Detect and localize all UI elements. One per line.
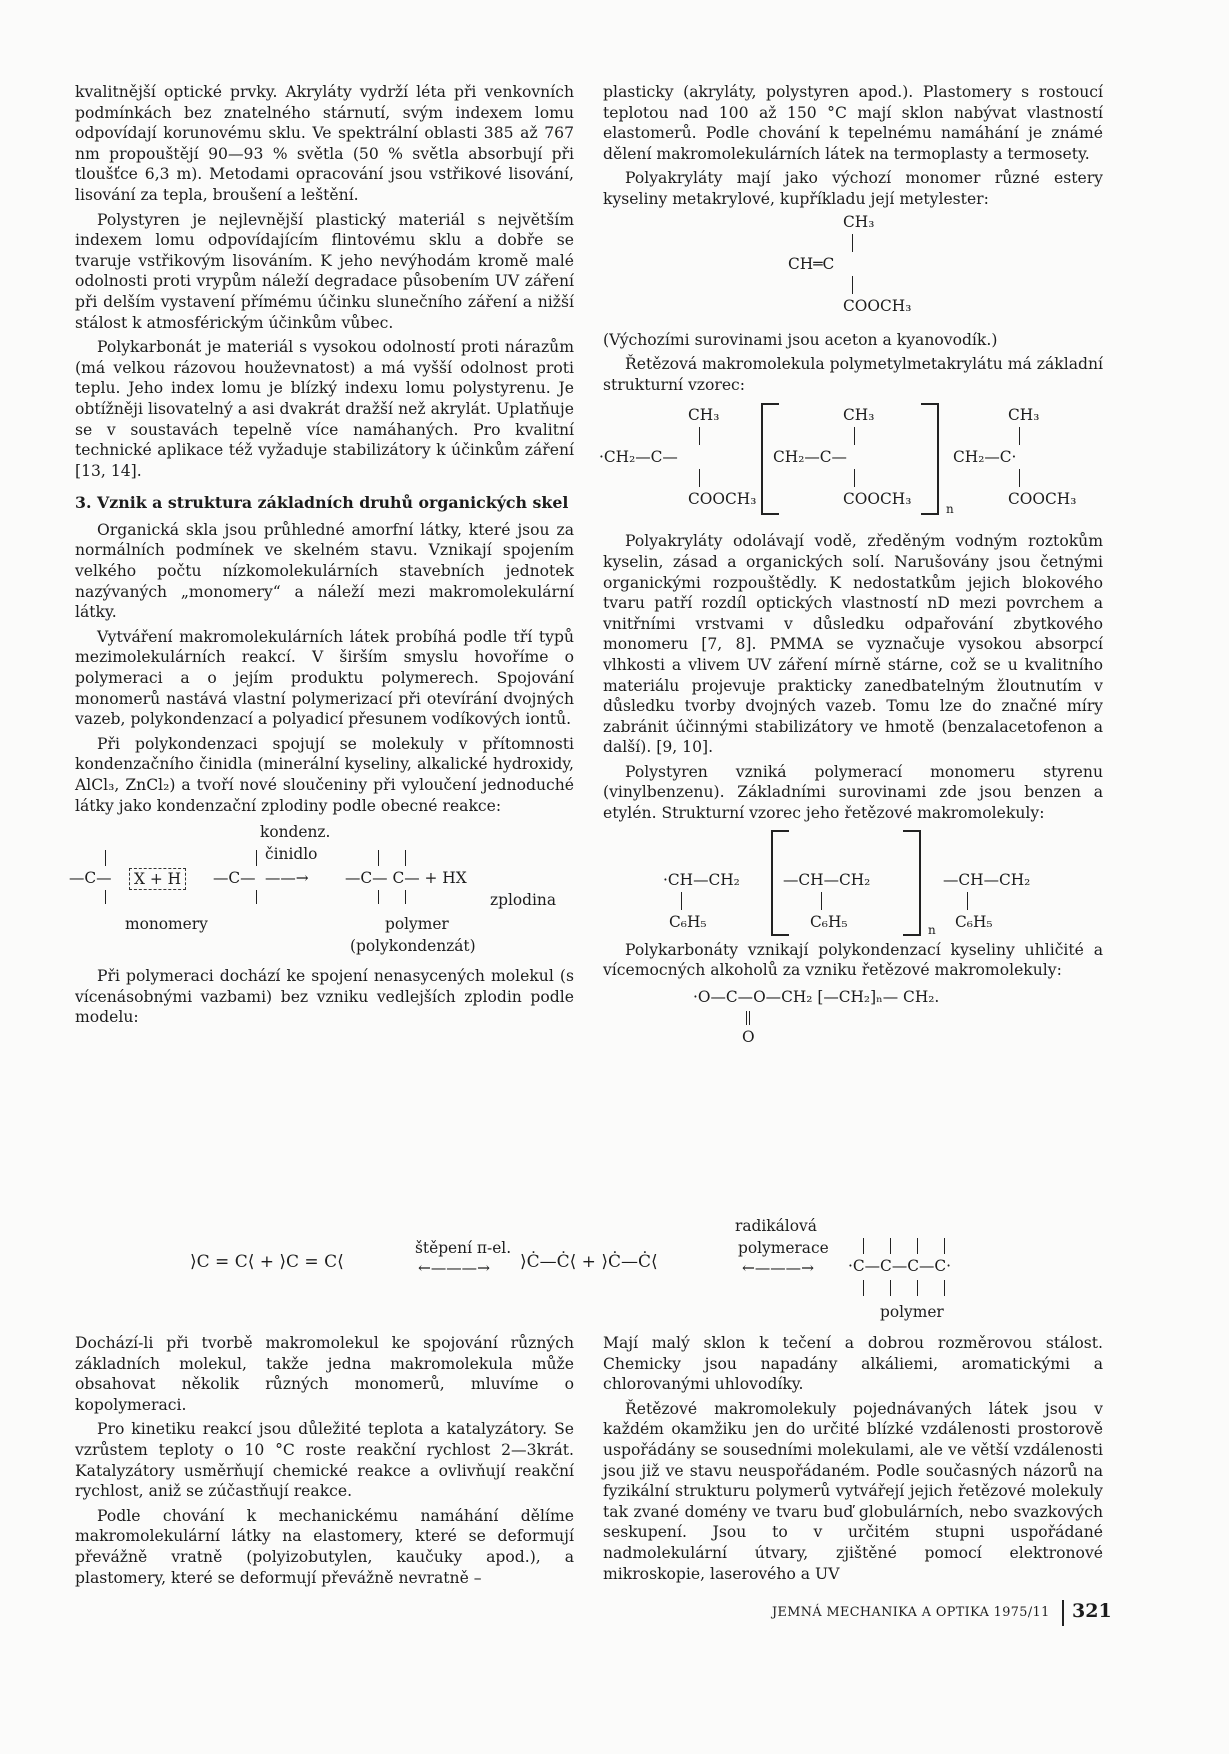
eq-box-xh: X + H bbox=[129, 868, 186, 890]
paragraph: Polystyren je nejlevnější plastický materiál s největším indexem lomu odpovídajícím flintovému sklu a dobře se tvaruje vstřikovým lisováním. K jeho nevýhodám kromě malé odolnosti proti vrypům náleží degradace působením UV záření při delším vystavení přímému účinku slunečního záření a nižší stálost k atmosférickým účinkům vůbec. bbox=[75, 210, 574, 332]
paragraph: Mají malý sklon k tečení a dobrou rozměrovou stálost. Chemicky jsou napadány alkáliemi, aromatickými a chlorovanými uhlovodíky. bbox=[603, 1334, 1103, 1394]
paragraph: Polykarbonáty vznikají polykondenzací kyseliny uhličité a vícemocných alkoholů za vzniku řetězové makromolekuly: bbox=[603, 940, 1103, 980]
paragraph: Pro kinetiku reakcí jsou důležité teplota a katalyzátory. Se vzrůstem teploty o 10 °C roste reakční rychlost 2—3krát. Katalyzátory usměrňují chemické reakce a ovlivňují reakční rychlost, aniž se zúčastňují reakce. bbox=[75, 1420, 574, 1501]
pmma-n: n bbox=[946, 502, 954, 517]
pmma-cooch3-3: COOCH₃ bbox=[1008, 490, 1077, 509]
paragraph: Řetězové makromolekuly pojednávaných látek jsou v každém okamžiku jen do určité blízké vzdálenosti prostorově uspořádány se sousedními molekulami, ale ve větší vzdálenosti jsou již ve stavu neuspořádaném. Podle současných názorů na fyzikální strukturu polymerů vytvářejí jejich řetězové molekuly tak zvané domény ve tvaru buď globulárních, nebo svazkových seskupení. Jsou to v určitém stupni uspořádané nadmolekulární útvary, zjištěné pomocí elektronové mikroskopie, laserového a UV bbox=[603, 1399, 1103, 1583]
right-column bbox=[599, 82, 1104, 1051]
paragraph: Polystyren vzniká polymerací monomeru styrenu (vinylbenzenu). Základními surovinami zde jsou benzen a etylén. Strukturní vzorec jeho řetězové makromolekuly: bbox=[603, 762, 1103, 823]
eq-product: —C— C— + HX bbox=[345, 869, 467, 888]
pc-o: O bbox=[742, 1027, 755, 1046]
pmma-formula bbox=[599, 403, 1103, 523]
page-number: 321 bbox=[1072, 1600, 1112, 1622]
polystyrene-formula bbox=[603, 830, 1103, 940]
footer-divider bbox=[1062, 1600, 1064, 1626]
pmma-cooch3-2: COOCH₃ bbox=[843, 490, 912, 509]
paragraph: Polykarbonát je materiál s vysokou odolností proti nárazům (má velkou rázovou houževnatost) a má vyšší odolnost proti teplu. Jeho index lomu je blízký indexu lomu polystyrenu. Je obtížněji lisovatelný a asi dvakrát dražší než akrylát. Uplatňuje se v soustavách tepelně více namáhaných. Pro kvalitní technické aplikace též vyžaduje stabilizátory k účinkům záření [13, 14]. bbox=[75, 338, 574, 480]
eq-monomer-right: —C— bbox=[213, 869, 256, 888]
pmma-ch3-3: CH₃ bbox=[1008, 406, 1040, 425]
paragraph: Vytváření makromolekulárních látek probíhá podle tří typů mezimolekulárních reakcí. V širším smyslu hovoříme o polymeraci a o jejím produktu polymerech. Spojování monomerů nastává vlastní polymerizací při otevírání dvojných vazeb, polykondenzací a polyadicí přesunem vodíkových iontů. bbox=[75, 627, 574, 729]
paragraph: kvalitnější optické prvky. Akryláty vydrží léta při venkovních podmínkách bez znatelného stárnutí, svým indexem lomu odpovídají korunovému sklu. Ve spektrální oblasti 385 až 767 nm propouštějí 90—93 % světla (50 % světla absorbují při tloušťce 6,3 m). Metodami opracování jsou vstřikové lisování, lisování za tepla, broušení a leštění. bbox=[75, 83, 574, 204]
mono-chc: CH═C bbox=[788, 254, 835, 273]
paragraph: Polyakryláty odolávají vodě, zředěným vodným roztokům kyselin, zásad a organických solí. Narušovány jsou četnými organickými rozpouštědly. K nedostatkům jejich blokového tvaru patří rozdíl optických vlastností nD mezi povrchem a vnitřními vrstvami v důsledku odpařování zbytkového monomeru [7, 8]. PMMA se vyznačuje vysokou absorpcí vlhkosti a vlivem UV záření mírně stárne, což se u kvalitního materiálu projevuje prakticky zanedbatelným žloutnutím v důsledku tvorby dvojných vazeb. Tomu lze do značné míry zabránit účinnými stabilizátory ve hmotě (benzalacetofenon a další). [9, 10]. bbox=[603, 532, 1103, 757]
paragraph: Řetězová makromolekula polymetylmetakrylátu má základní strukturní vzorec: bbox=[603, 355, 1104, 394]
eq2-product: ·C—C—C—C· bbox=[848, 1257, 952, 1275]
metylester-formula bbox=[603, 210, 1103, 330]
left-column-lower bbox=[75, 1333, 574, 1588]
eq-arrow: ——→ bbox=[265, 869, 309, 888]
eq-label-monomery: monomery bbox=[125, 915, 208, 934]
paragraph: Dochází-li při tvorbě makromolekul ke spojování různých základních molekul, takže jedna makromolekula může obsahovat několik různých monomerů, mluvíme o kopolymeraci. bbox=[75, 1334, 574, 1414]
ps-left: ·CH—CH₂ bbox=[663, 870, 740, 889]
right-column-lower bbox=[603, 1333, 1103, 1584]
pmma-ch3-2: CH₃ bbox=[843, 406, 875, 425]
pmma-cooch3-1: COOCH₃ bbox=[688, 490, 757, 509]
ps-c6h5-3: C₆H₅ bbox=[955, 912, 993, 931]
paragraph: Při polykondenzaci spojují se molekuly v přítomnosti kondenzačního činidla (minerální kyseliny, alkalické hydroxidy, AlCl₃, ZnCl₂) a tvoří nové sloučeniny při vyloučení jednoduché látky jako kondenzační zplodiny podle obecné reakce: bbox=[75, 734, 574, 815]
paragraph: Podle chování k mechanickému namáhání dělíme makromolekulární látky na elastomery, které se deformují převážně vratně (polyizobutylen, kaučuky apod.), a plastomery, které se deformují převážně nevratně – bbox=[75, 1506, 574, 1587]
polycondensation-equation bbox=[69, 816, 574, 966]
eq-monomer-left: —C— bbox=[69, 869, 112, 888]
pmma-left: ·CH₂—C— bbox=[599, 448, 678, 467]
ps-n: n bbox=[928, 922, 936, 937]
polycarbonate-formula bbox=[603, 981, 1103, 1051]
paragraph: (Výchozími surovinami jsou aceton a kyanovodík.) bbox=[603, 330, 998, 349]
eq-label-kondenz: kondenz. bbox=[260, 823, 331, 842]
journal-footer: JEMNÁ MECHANIKA A OPTIKA 1975/11 bbox=[772, 1605, 1050, 1620]
eq2-monomers: ⟩C = C⟨ + ⟩C = C⟨ bbox=[190, 1252, 344, 1272]
eq2-label-radikalova: radikálová bbox=[735, 1217, 817, 1235]
eq2-arrow-1: ←———→ bbox=[418, 1259, 490, 1277]
eq2-label-stepeni: štěpení π-el. bbox=[415, 1239, 512, 1257]
ps-right: —CH—CH₂ bbox=[943, 870, 1031, 889]
ps-c6h5-1: C₆H₅ bbox=[669, 912, 707, 931]
pmma-mid: CH₂—C— bbox=[773, 448, 847, 467]
pmma-ch3-1: CH₃ bbox=[688, 406, 720, 425]
section-heading: 3. Vznik a struktura základních druhů organických skel bbox=[75, 493, 569, 513]
paragraph: Organická skla jsou průhledné amorfní látky, které jsou za normálních podmínek ve skelném stavu. Vznikají spojením velkého počtu nízkomolekulárních stavebních jednotek nazývaných „monomery“ a náleží mezi makromolekulární látky. bbox=[75, 520, 574, 622]
eq-label-zplodina: zplodina bbox=[490, 891, 557, 910]
paragraph: Polyakryláty mají jako výchozí monomer různé estery kyseliny metakrylové, kupříkladu její metylester: bbox=[603, 169, 1103, 208]
pc-chain: ·O—C—O—CH₂ [—CH₂]ₙ— CH₂. bbox=[693, 987, 940, 1006]
eq2-label-polymer: polymer bbox=[880, 1303, 944, 1321]
eq-label-polymer: polymer bbox=[385, 915, 449, 934]
pmma-right: CH₂—C· bbox=[953, 448, 1017, 467]
paragraph: plasticky (akryláty, polystyren apod.). Plastomery s rostoucí teplotou nad 100 až 150 °C mají sklon nabývat vlastností elastomerů. Podle chování k tepelnému namáhání je známé dělení makromolekulárních látek na termoplasty a termosety. bbox=[603, 83, 1103, 163]
mono-ch3: CH₃ bbox=[843, 212, 875, 231]
left-column bbox=[69, 82, 574, 1028]
paragraph: Při polymeraci dochází ke spojení nenasycených molekul (s vícenásobnými vazbami) bez vzniku vedlejších zplodin podle modelu: bbox=[75, 967, 574, 1027]
eq2-radicals: ⟩Ċ—Ċ⟨ + ⟩Ċ—Ċ⟨ bbox=[520, 1252, 658, 1272]
eq-label-polykondenzat: (polykondenzát) bbox=[350, 937, 476, 956]
eq2-arrow-2: ←———→ bbox=[742, 1259, 814, 1277]
mono-cooch3: COOCH₃ bbox=[843, 296, 912, 315]
polymerization-equation bbox=[190, 1212, 1010, 1332]
eq2-label-polymerace: polymerace bbox=[738, 1239, 829, 1257]
eq-label-cinidlo: činidlo bbox=[265, 845, 318, 864]
ps-c6h5-2: C₆H₅ bbox=[810, 912, 848, 931]
ps-mid: —CH—CH₂ bbox=[783, 870, 871, 889]
